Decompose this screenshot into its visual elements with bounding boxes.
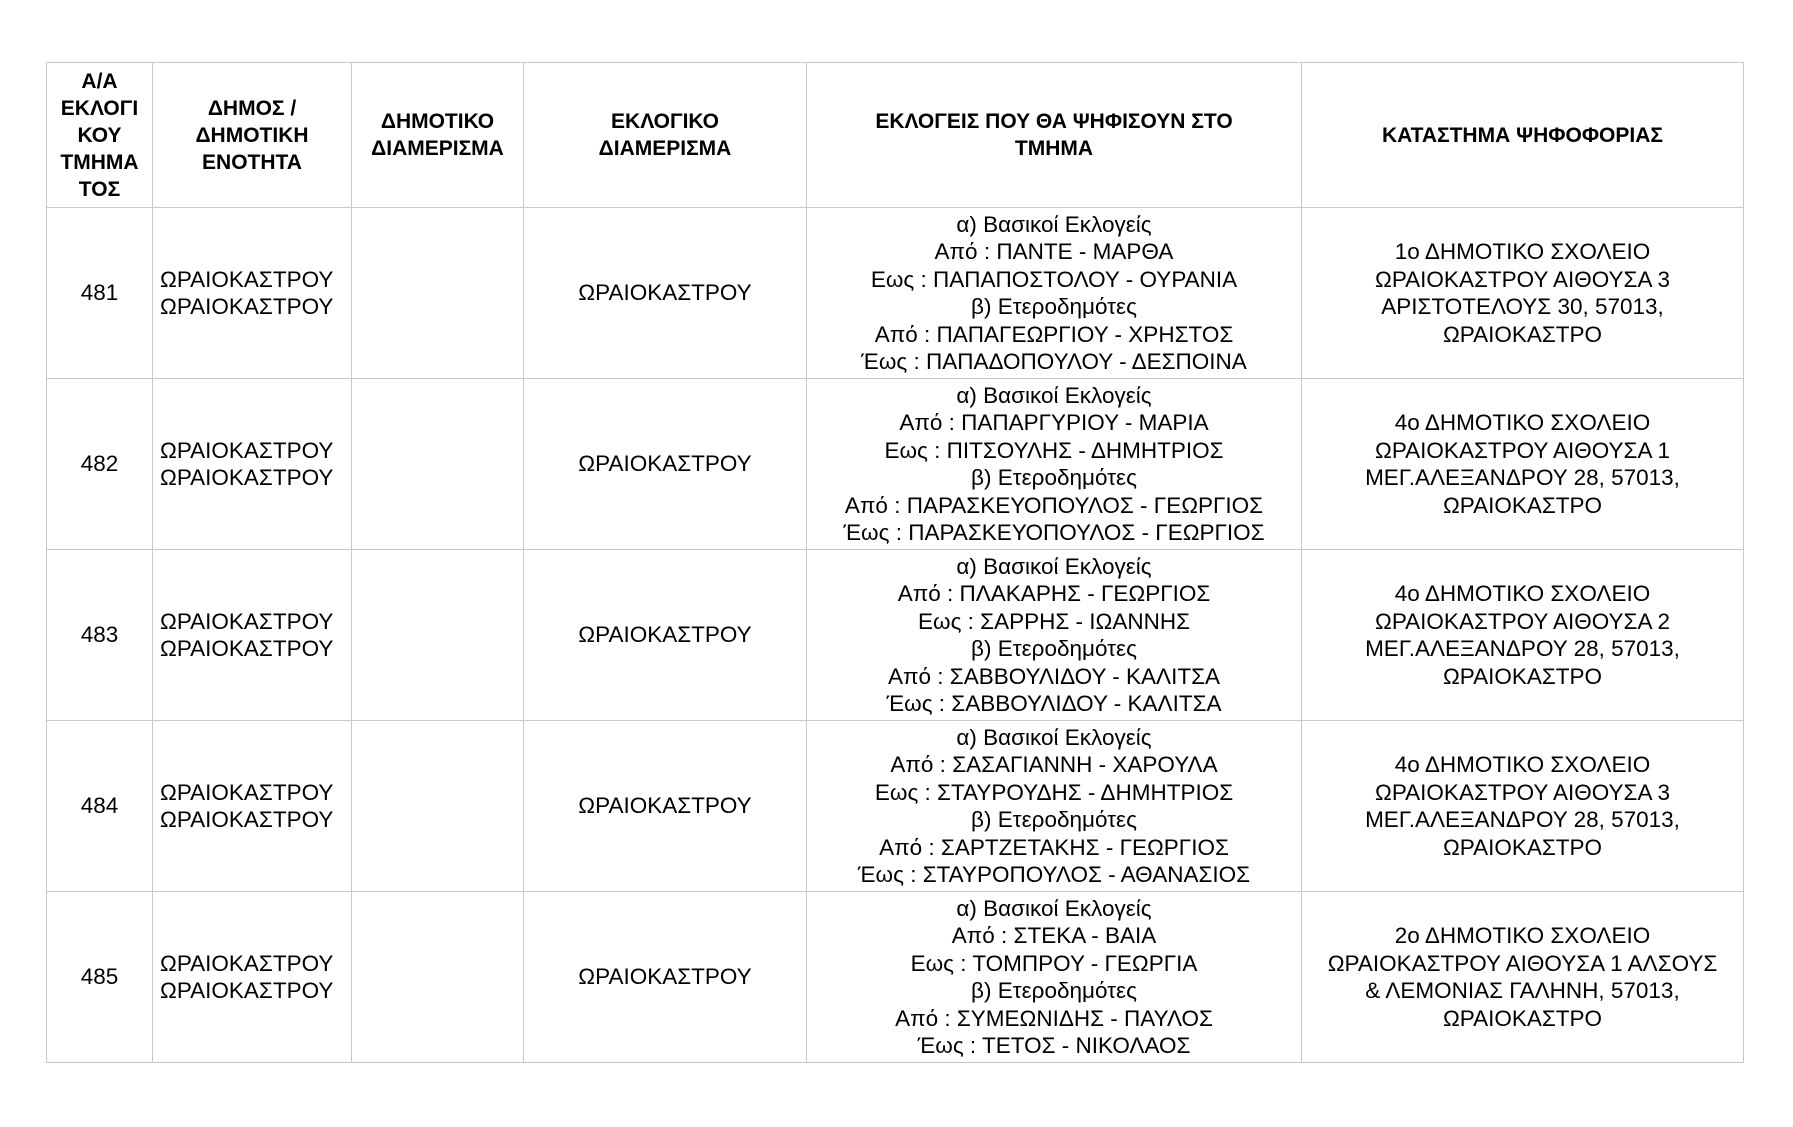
voters-cell: α) Βασικοί Εκλογείς Από : ΠΛΑΚΑΡΗΣ - ΓΕΩΡΓΙΟΣ Εως : ΣΑΡΡΗΣ - ΙΩΑΝΝΗΣ β) Ετεροδημότες Από : ΣΑΒΒΟΥΛΙΔΟΥ - ΚΑΛΙΤΣΑ Έως : ΣΑΒΒΟΥΛΙΔΟΥ - ΚΑΛΙΤΣΑ (807, 550, 1302, 721)
polling-station-cell: 4ο ΔΗΜΟΤΙΚΟ ΣΧΟΛΕΙΟ ΩΡΑΙΟΚΑΣΤΡΟΥ ΑΙΘΟΥΣΑ 2 ΜΕΓ.ΑΛΕΞΑΝΔΡΟΥ 28, 57013, ΩΡΑΙΟΚΑΣΤΡΟ (1302, 550, 1744, 721)
municipal-district-cell (352, 208, 524, 379)
polling-station-cell: 1ο ΔΗΜΟΤΙΚΟ ΣΧΟΛΕΙΟ ΩΡΑΙΟΚΑΣΤΡΟΥ ΑΙΘΟΥΣΑ 3 ΑΡΙΣΤΟΤΕΛΟΥΣ 30, 57013, ΩΡΑΙΟΚΑΣΤΡΟ (1302, 208, 1744, 379)
municipal-district-cell (352, 550, 524, 721)
voters-cell: α) Βασικοί Εκλογείς Από : ΣΤΕΚΑ - ΒΑΙΑ Εως : ΤΟΜΠΡΟΥ - ΓΕΩΡΓΙΑ β) Ετεροδημότες Από : ΣΥΜΕΩΝΙΔΗΣ - ΠΑΥΛΟΣ Έως : ΤΕΤΟΣ - ΝΙΚΟΛΑΟΣ (807, 892, 1302, 1063)
municipality-cell: ΩΡΑΙΟΚΑΣΤΡΟΥ ΩΡΑΙΟΚΑΣΤΡΟΥ (153, 379, 352, 550)
section-number-cell: 485 (47, 892, 153, 1063)
header-row (47, 63, 1744, 208)
municipality-cell: ΩΡΑΙΟΚΑΣΤΡΟΥ ΩΡΑΙΟΚΑΣΤΡΟΥ (153, 721, 352, 892)
voters-cell: α) Βασικοί Εκλογείς Από : ΣΑΣΑΓΙΑΝΝΗ - ΧΑΡΟΥΛΑ Εως : ΣΤΑΥΡΟΥΔΗΣ - ΔΗΜΗΤΡΙΟΣ β) Ετεροδημότες Από : ΣΑΡΤΖΕΤΑΚΗΣ - ΓΕΩΡΓΙΟΣ Έως : ΣΤΑΥΡΟΠΟΥΛΟΣ - ΑΘΑΝΑΣΙΟΣ (807, 721, 1302, 892)
voters-cell: α) Βασικοί Εκλογείς Από : ΠΑΝΤΕ - ΜΑΡΘΑ Εως : ΠΑΠΑΠΟΣΤΟΛΟΥ - ΟΥΡΑΝΙΑ β) Ετεροδημότες Από : ΠΑΠΑΓΕΩΡΓΙΟΥ - ΧΡΗΣΤΟΣ Έως : ΠΑΠΑΔΟΠΟΥΛΟΥ - ΔΕΣΠΟΙΝΑ (807, 208, 1302, 379)
table-header (47, 63, 1744, 208)
municipal-district-cell (352, 379, 524, 550)
table-row (47, 379, 1744, 550)
electoral-district-cell: ΩΡΑΙΟΚΑΣΤΡΟΥ (524, 208, 807, 379)
header-voters: ΕΚΛΟΓΕΙΣ ΠΟΥ ΘΑ ΨΗΦΙΣΟΥΝ ΣΤΟ ΤΜΗΜΑ (807, 63, 1302, 208)
section-number-cell: 482 (47, 379, 153, 550)
header-section-number: Α/Α ΕΚΛΟΓΙ ΚΟΥ ΤΜΗΜΑ ΤΟΣ (47, 63, 153, 208)
section-number-cell: 484 (47, 721, 153, 892)
municipal-district-cell (352, 721, 524, 892)
header-municipal-district: ΔΗΜΟΤΙΚΟ ΔΙΑΜΕΡΙΣΜΑ (352, 63, 524, 208)
electoral-district-cell: ΩΡΑΙΟΚΑΣΤΡΟΥ (524, 379, 807, 550)
electoral-district-cell: ΩΡΑΙΟΚΑΣΤΡΟΥ (524, 721, 807, 892)
section-number-cell: 481 (47, 208, 153, 379)
electoral-district-cell: ΩΡΑΙΟΚΑΣΤΡΟΥ (524, 550, 807, 721)
voters-cell: α) Βασικοί Εκλογείς Από : ΠΑΠΑΡΓΥΡΙΟΥ - ΜΑΡΙΑ Εως : ΠΙΤΣΟΥΛΗΣ - ΔΗΜΗΤΡΙΟΣ β) Ετεροδημότες Από : ΠΑΡΑΣΚΕΥΟΠΟΥΛΟΣ - ΓΕΩΡΓΙΟΣ Έως : ΠΑΡΑΣΚΕΥΟΠΟΥΛΟΣ - ΓΕΩΡΓΙΟΣ (807, 379, 1302, 550)
header-electoral-district: ΕΚΛΟΓΙΚΟ ΔΙΑΜΕΡΙΣΜΑ (524, 63, 807, 208)
polling-station-cell: 4ο ΔΗΜΟΤΙΚΟ ΣΧΟΛΕΙΟ ΩΡΑΙΟΚΑΣΤΡΟΥ ΑΙΘΟΥΣΑ 1 ΜΕΓ.ΑΛΕΞΑΝΔΡΟΥ 28, 57013, ΩΡΑΙΟΚΑΣΤΡΟ (1302, 379, 1744, 550)
electoral-district-cell: ΩΡΑΙΟΚΑΣΤΡΟΥ (524, 892, 807, 1063)
municipality-cell: ΩΡΑΙΟΚΑΣΤΡΟΥ ΩΡΑΙΟΚΑΣΤΡΟΥ (153, 892, 352, 1063)
table-row (47, 721, 1744, 892)
table-row (47, 892, 1744, 1063)
polling-stations-table (46, 62, 1744, 1063)
header-municipality: ΔΗΜΟΣ / ΔΗΜΟΤΙΚΗ ΕΝΟΤΗΤΑ (153, 63, 352, 208)
header-polling-station: ΚΑΤΑΣΤΗΜΑ ΨΗΦΟΦΟΡΙΑΣ (1302, 63, 1744, 208)
municipal-district-cell (352, 892, 524, 1063)
municipality-cell: ΩΡΑΙΟΚΑΣΤΡΟΥ ΩΡΑΙΟΚΑΣΤΡΟΥ (153, 208, 352, 379)
municipality-cell: ΩΡΑΙΟΚΑΣΤΡΟΥ ΩΡΑΙΟΚΑΣΤΡΟΥ (153, 550, 352, 721)
table-body (47, 208, 1744, 1063)
polling-station-cell: 4ο ΔΗΜΟΤΙΚΟ ΣΧΟΛΕΙΟ ΩΡΑΙΟΚΑΣΤΡΟΥ ΑΙΘΟΥΣΑ 3 ΜΕΓ.ΑΛΕΞΑΝΔΡΟΥ 28, 57013, ΩΡΑΙΟΚΑΣΤΡΟ (1302, 721, 1744, 892)
table-row (47, 550, 1744, 721)
section-number-cell: 483 (47, 550, 153, 721)
table-row (47, 208, 1744, 379)
polling-station-cell: 2ο ΔΗΜΟΤΙΚΟ ΣΧΟΛΕΙΟ ΩΡΑΙΟΚΑΣΤΡΟΥ ΑΙΘΟΥΣΑ 1 ΑΛΣΟΥΣ & ΛΕΜΟΝΙΑΣ ΓΑΛΗΝΗ, 57013, ΩΡΑΙΟΚΑΣΤΡΟ (1302, 892, 1744, 1063)
